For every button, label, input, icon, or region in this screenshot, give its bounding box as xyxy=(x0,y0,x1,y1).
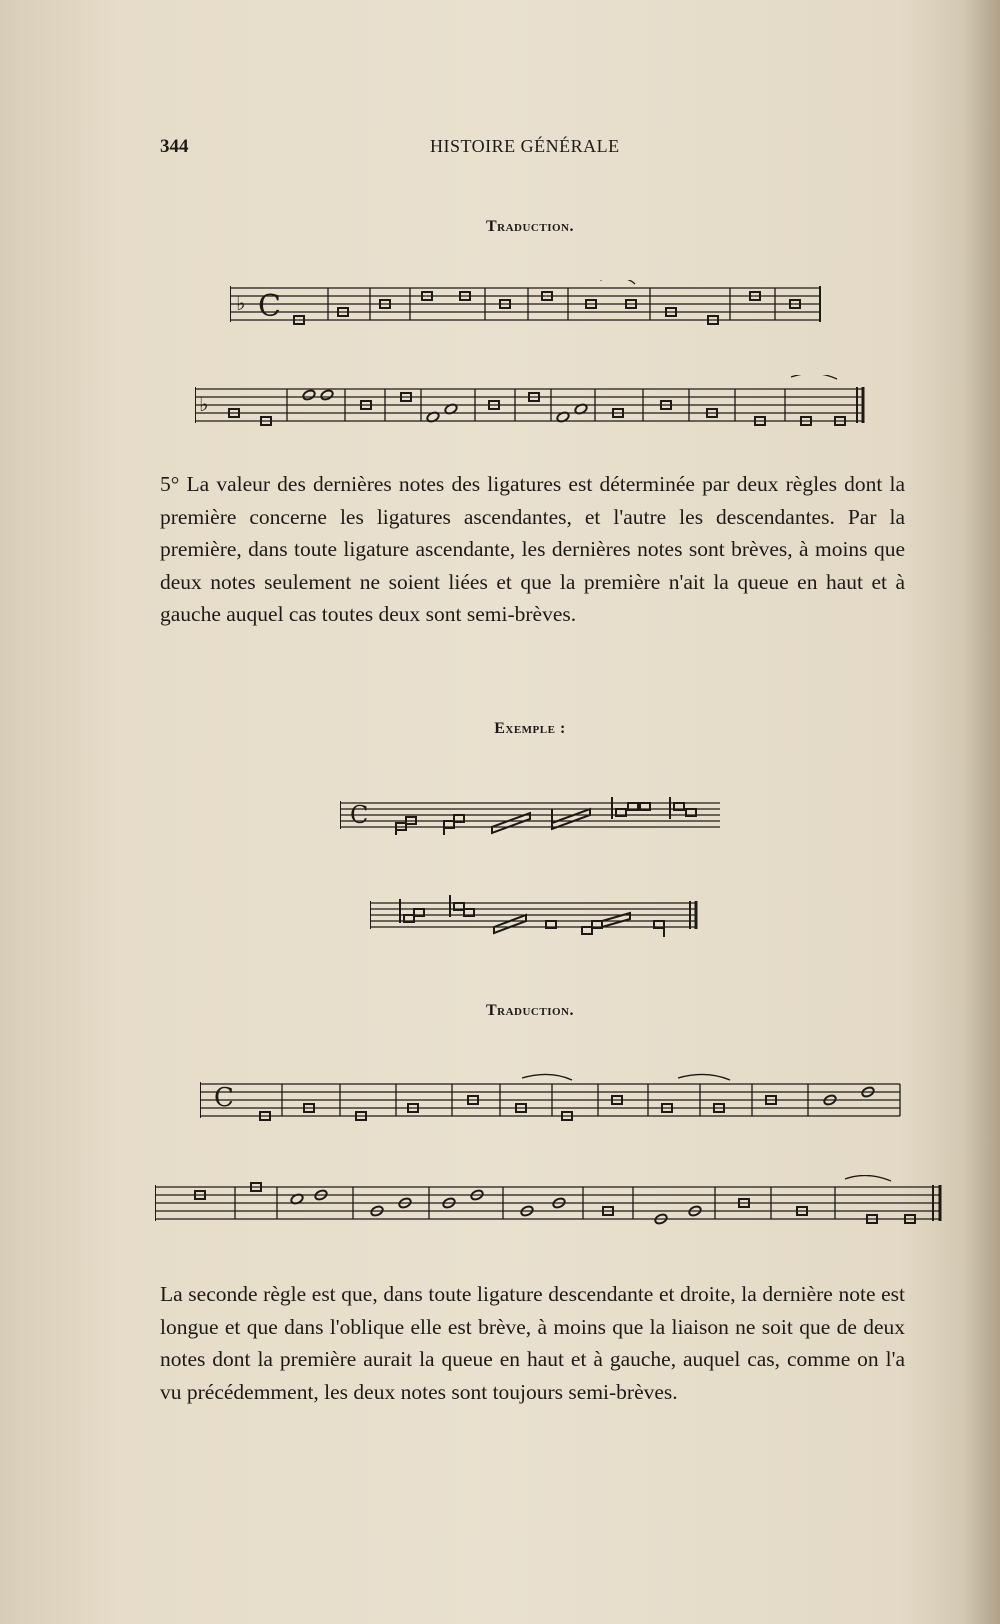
music-staff-traduction-1-line-1 xyxy=(230,280,830,340)
music-staff-exemple-line-2 xyxy=(370,895,700,945)
music-staff-traduction-2-line-1 xyxy=(200,1072,905,1128)
page-number: 344 xyxy=(160,136,189,157)
svg-text:C: C xyxy=(214,1083,234,1113)
caption-traduction-1: Traduction. xyxy=(485,218,574,235)
paragraph-ligatures-rule-2: La seconde règle est que, dans toute ligature descendante et droite, la dernière note est longue et que dans l'oblique elle est brève, à moins que la liaison ne soit que de deux notes dont la première aurait la queue en haut et à gauche, auquel cas, comme on l'a vu précédemment, les deux notes sont toujours semi-brèves. xyxy=(160,1282,905,1404)
svg-text:C: C xyxy=(350,801,369,829)
running-title: HISTOIRE GÉNÉRALE xyxy=(430,136,620,156)
music-staff-traduction-2-line-2 xyxy=(155,1175,945,1233)
svg-text:C: C xyxy=(258,289,281,324)
page-edge-shadow xyxy=(964,0,1000,1624)
svg-text:♭: ♭ xyxy=(199,392,209,416)
music-staff-exemple-line-1 xyxy=(340,795,725,845)
music-staff-traduction-1-line-2 xyxy=(195,375,875,445)
running-head xyxy=(160,136,910,160)
paragraph-ligatures-rule-1: 5° La valeur des dernières notes des ligatures est déterminée par deux règles dont la première concerne les ligatures ascendantes, et l'autre les descendantes. Par la première, dans toute ligature ascendante, les dernières notes sont brèves, à moins que deux notes seulement ne soient liées et que la première n'ait la queue en haut et à gauche auquel cas toutes deux sont semi-brèves. xyxy=(160,472,905,626)
svg-text:♭: ♭ xyxy=(236,291,246,315)
caption-exemple: Exemple : xyxy=(494,720,566,737)
caption-traduction-2: Traduction. xyxy=(485,1002,574,1019)
